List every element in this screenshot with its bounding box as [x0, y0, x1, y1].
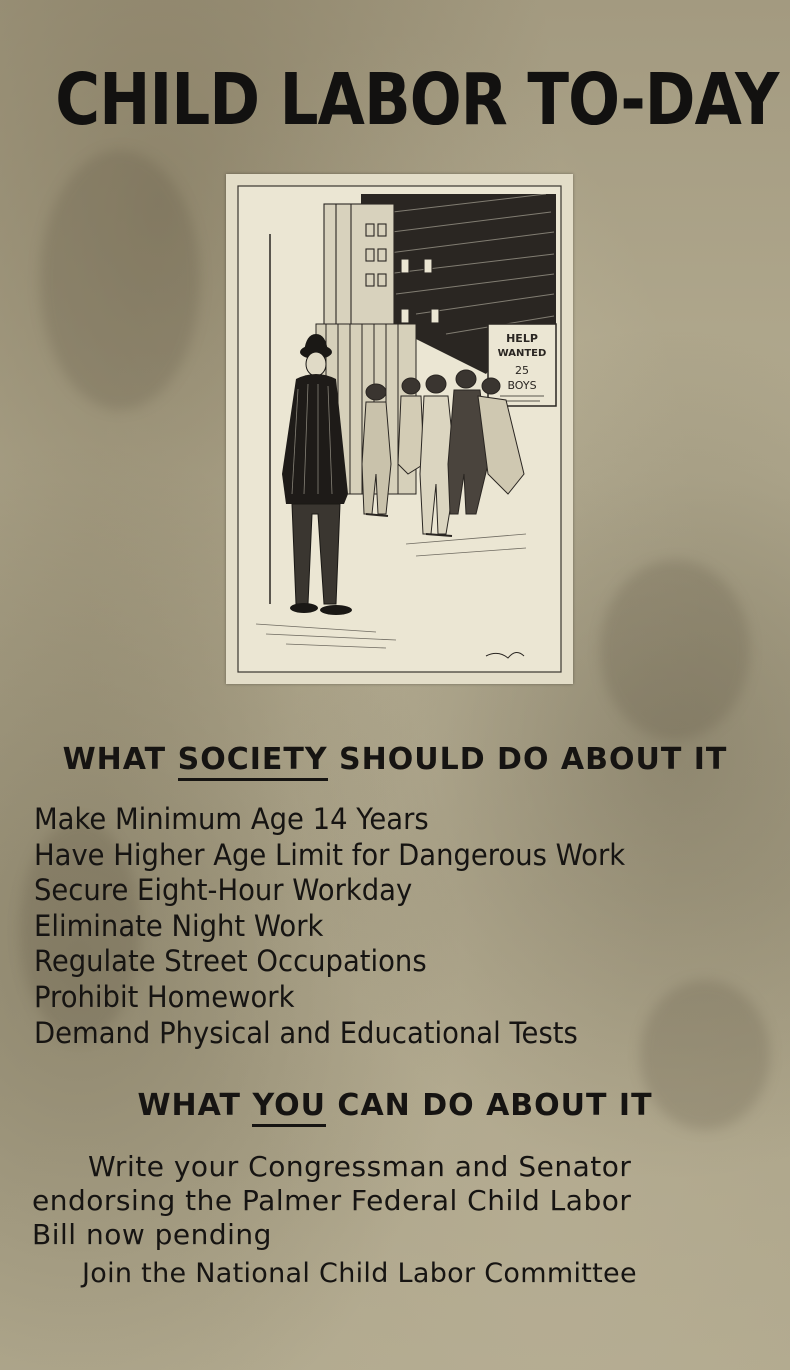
- society-heading-prefix: WHAT: [62, 742, 178, 777]
- paper-stain: [40, 150, 200, 410]
- society-heading-emphasis: SOCIETY: [178, 742, 328, 781]
- you-heading-suffix: CAN DO ABOUT IT: [325, 1088, 653, 1123]
- action-line: Bill now pending: [32, 1218, 272, 1251]
- sign-line-3: 25: [515, 364, 529, 377]
- list-item: Prohibit Homework: [34, 979, 295, 1014]
- list-item: Secure Eight-Hour Workday: [34, 873, 413, 908]
- you-heading-emphasis: YOU: [252, 1088, 326, 1127]
- action-paragraph: [32, 1150, 752, 1252]
- paper-stain: [600, 560, 750, 740]
- you-heading: [0, 1088, 790, 1123]
- society-heading: [0, 742, 790, 777]
- demands-list: [34, 802, 670, 1051]
- action-line: Write your Congressman and Senator: [88, 1150, 632, 1183]
- action-line: endorsing the Palmer Federal Child Labor: [32, 1184, 632, 1217]
- sign-line-2: WANTED: [497, 348, 547, 359]
- poster-title: CHILD LABOR TO-DAY: [55, 58, 779, 141]
- society-heading-suffix: SHOULD DO ABOUT IT: [327, 742, 728, 777]
- illustration-drawing: [226, 174, 573, 684]
- sign-line-1: HELP: [506, 332, 538, 345]
- help-wanted-sign: [488, 324, 556, 406]
- illustration: [226, 174, 573, 684]
- list-item: Demand Physical and Educational Tests: [34, 1015, 578, 1050]
- sign-line-4: BOYS: [507, 379, 537, 392]
- list-item: Have Higher Age Limit for Dangerous Work: [34, 837, 626, 872]
- join-line: Join the National Child Labor Committee: [82, 1258, 637, 1289]
- list-item: Regulate Street Occupations: [34, 944, 427, 979]
- list-item: Make Minimum Age 14 Years: [34, 802, 429, 836]
- list-item: Eliminate Night Work: [34, 908, 324, 943]
- you-heading-prefix: WHAT: [137, 1088, 253, 1123]
